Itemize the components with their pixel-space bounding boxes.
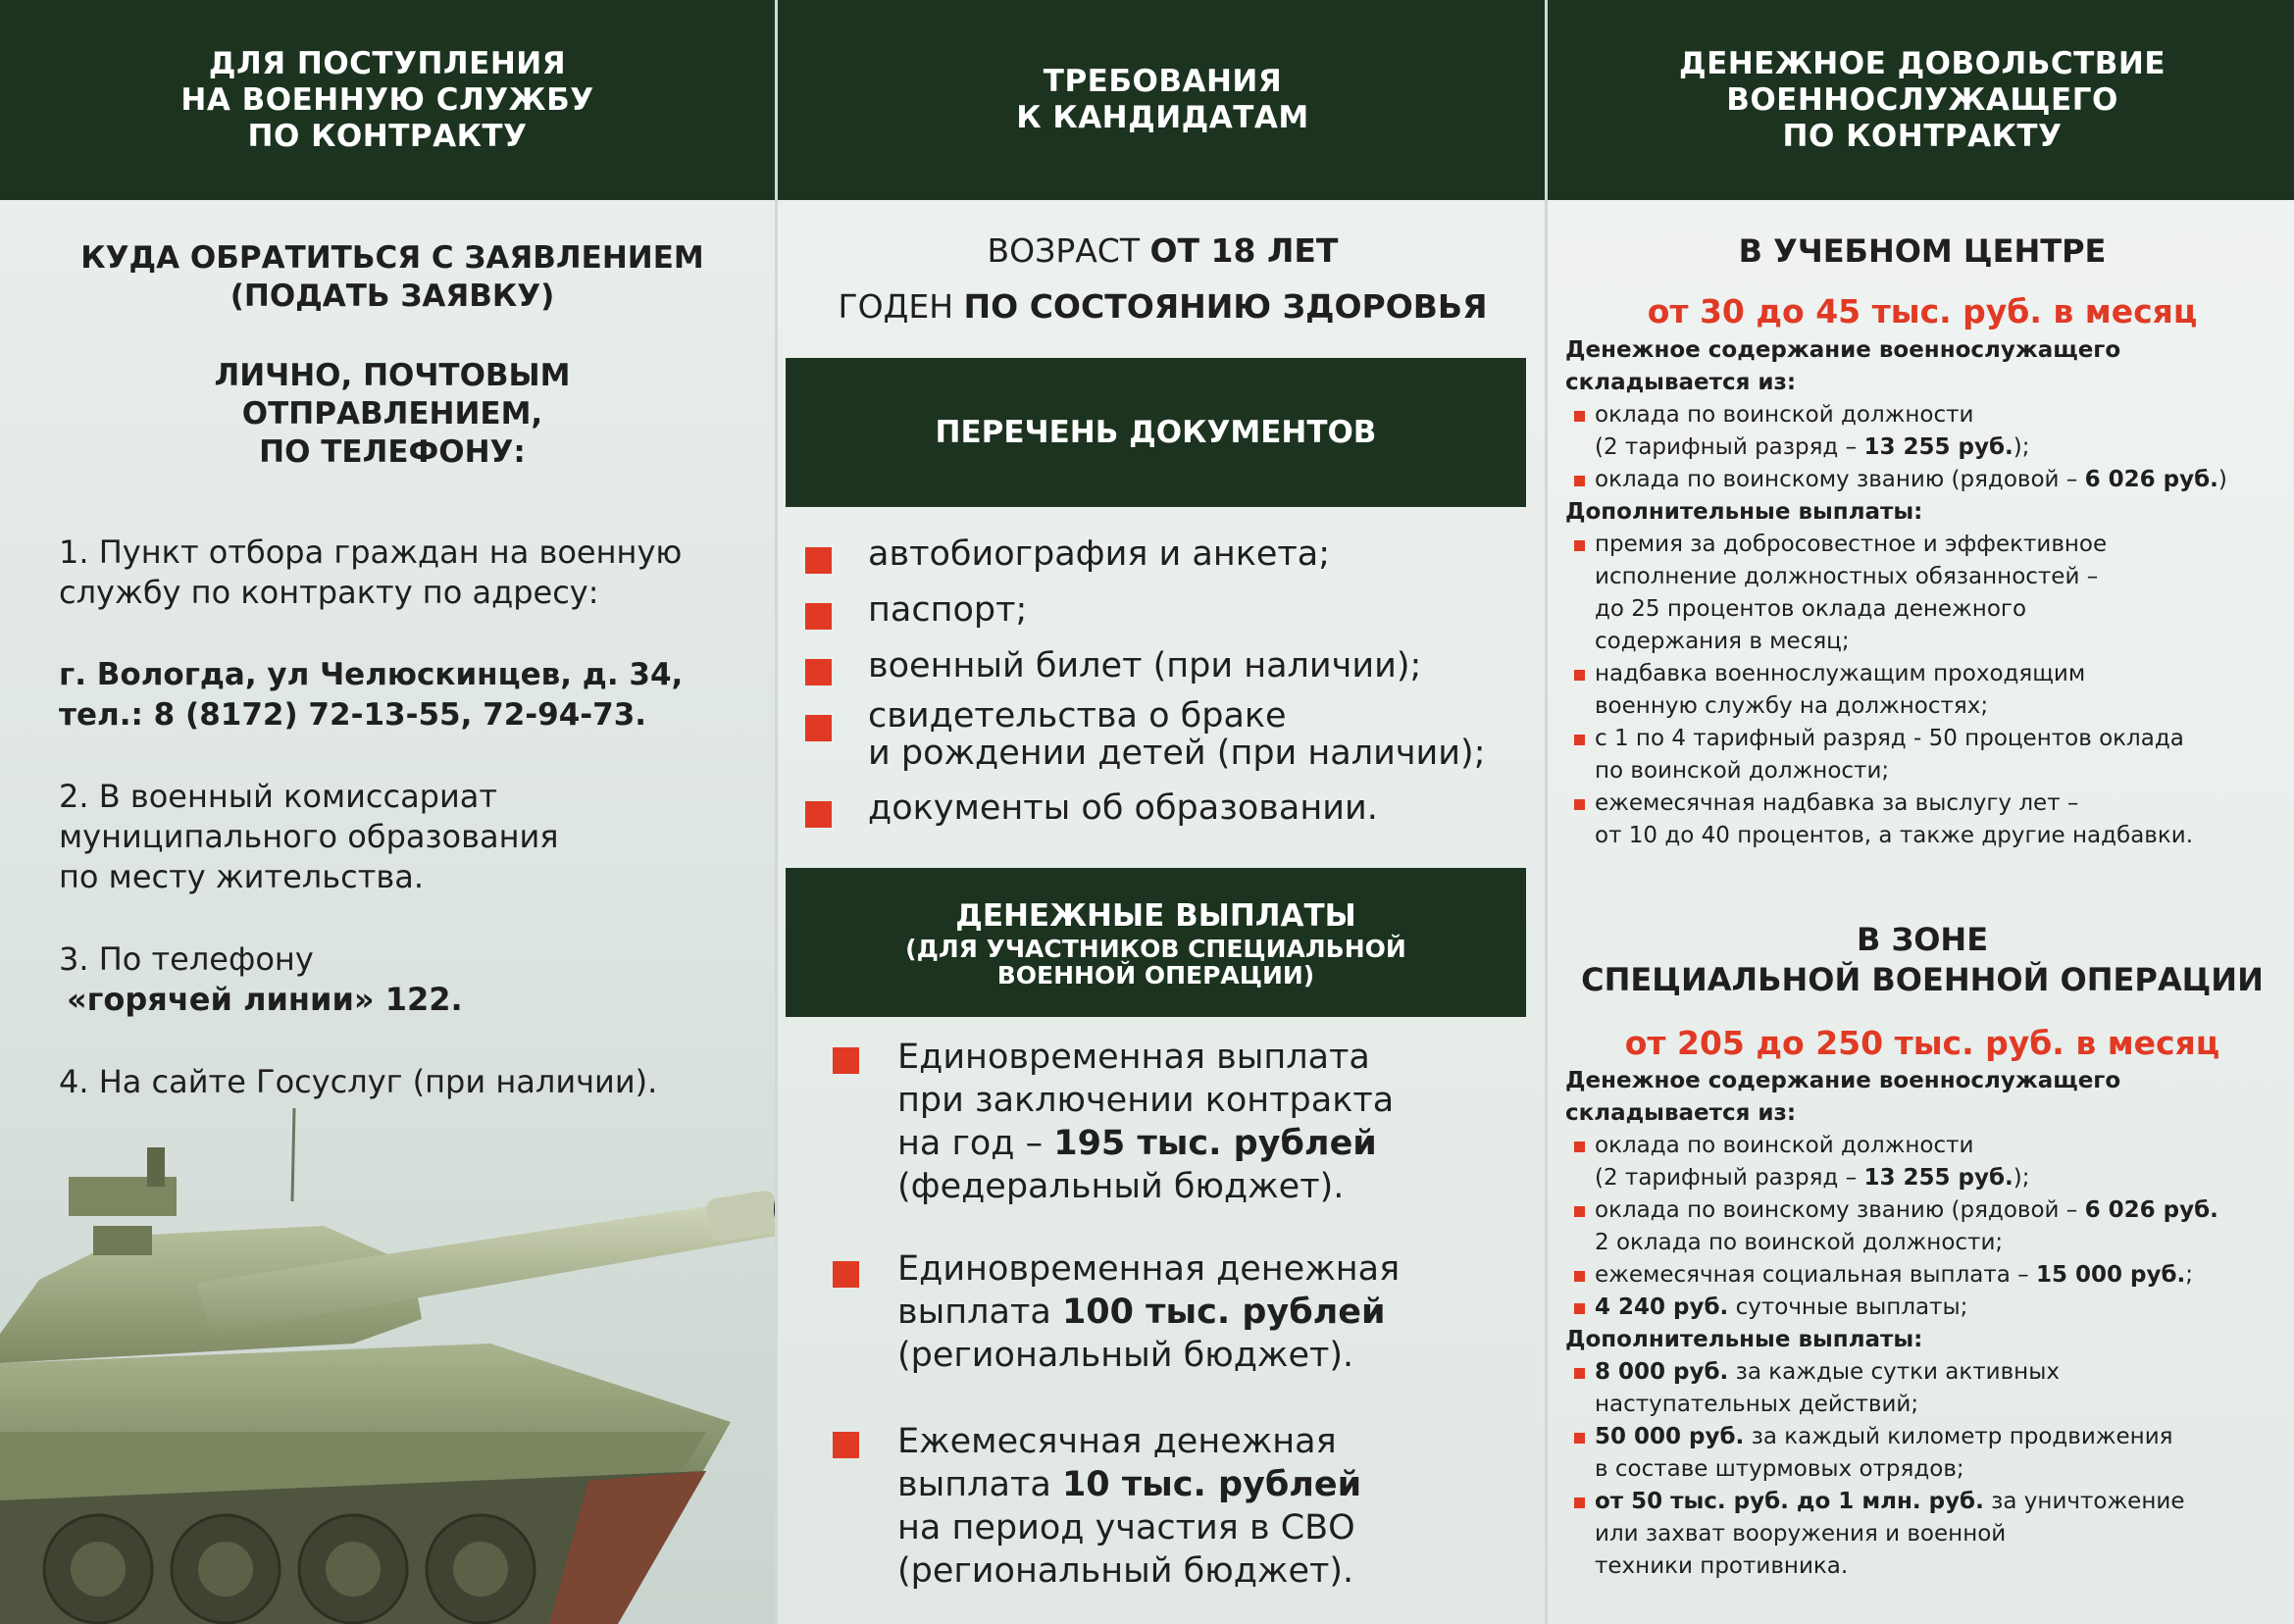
list-item: оклада по воинской должности (2 тарифный разряд – 13 255 руб.); <box>1565 1130 2294 1194</box>
list-bullet <box>805 659 832 685</box>
payments-subtitle: (ДЛЯ УЧАСТНИКОВ СПЕЦИАЛЬНОЙ ВОЕННОЙ ОПЕРАЦИИ) <box>905 935 1406 990</box>
header-line: ДЛЯ ПОСТУПЛЕНИЯ <box>208 45 567 81</box>
documents-title-bar <box>786 358 1526 507</box>
list-item: военный билет (при наличии); <box>868 646 1422 685</box>
middle-panel <box>775 0 1548 1624</box>
payment-item-3: Ежемесячная денежная выплата 10 тыс. рублей на период участия в СВО (региональный бюджет). <box>897 1422 1362 1591</box>
tank-image <box>0 1108 775 1624</box>
where-to-apply-title: КУДА ОБРАТИТЬСЯ С ЗАЯВЛЕНИЕМ (ПОДАТЬ ЗАЯВКУ) <box>80 240 704 314</box>
left-panel-header <box>0 0 775 200</box>
list-item: 4 240 руб. суточные выплаты; <box>1565 1292 2294 1324</box>
apply-option-3: 3. По телефону «горячей линии» 122. <box>59 940 463 1018</box>
svo-amount: от 205 до 250 тыс. руб. в месяц <box>1624 1024 2220 1062</box>
header-line: ПО КОНТРАКТУ <box>247 118 528 154</box>
right-panel-header <box>1548 0 2294 200</box>
list-bullet <box>805 801 832 828</box>
list-item: свидетельства о браке и рождении детей (при наличии); <box>868 696 1486 773</box>
header-line: ПО КОНТРАКТУ <box>1782 118 2063 154</box>
training-amount: от 30 до 45 тыс. руб. в месяц <box>1647 292 2198 330</box>
training-title: В УЧЕБНОМ ЦЕНТРЕ <box>1738 232 2107 270</box>
header-line: НА ВОЕННУЮ СЛУЖБУ <box>180 81 594 118</box>
list-item: 50 000 руб. за каждый километр продвижения в составе штурмовых отрядов; <box>1565 1421 2294 1486</box>
list-bullet <box>833 1261 859 1288</box>
how-to-apply-title: ЛИЧНО, ПОЧТОВЫМ ОТПРАВЛЕНИЕМ, ПО ТЕЛЕФОНУ: <box>214 358 571 470</box>
left-panel <box>0 0 775 1624</box>
list-item: оклада по воинскому званию (рядовой – 6 026 руб. 2 оклада по воинской должности; <box>1565 1194 2294 1259</box>
training-breakdown <box>1565 334 2294 852</box>
list-bullet <box>805 603 832 630</box>
list-item: оклада по воинской должности (2 тарифный разряд – 13 255 руб.); <box>1565 399 2294 464</box>
list-item: от 50 тыс. руб. до 1 млн. руб. за уничтожение или захват вооружения и военной техники противника. <box>1565 1486 2294 1583</box>
list-item: премия за добросовестное и эффективное исполнение должностных обязанностей – до 25 процентов оклада денежного содержания в месяц; <box>1565 529 2294 658</box>
payments-title-bar <box>786 868 1526 1017</box>
documents-title: ПЕРЕЧЕНЬ ДОКУМЕНТОВ <box>935 415 1377 450</box>
header-line: ВОЕННОСЛУЖАЩЕГО <box>1726 81 2118 118</box>
list-item: паспорт; <box>868 590 1028 630</box>
recruitment-address: г. Вологда, ул Челюскинцев, д. 34, тел.: 8 (8172) 72-13-55, 72-94-73. <box>59 657 684 733</box>
list-item: ежемесячная социальная выплата – 15 000 руб.; <box>1565 1259 2294 1292</box>
apply-option-2: 2. В военный комиссариат муниципального образования по месту жительства. <box>59 778 559 895</box>
list-item: ежемесячная надбавка за выслугу лет – от 10 до 40 процентов, а также другие надбавки. <box>1565 787 2294 852</box>
header-line: ДЕНЕЖНОЕ ДОВОЛЬСТВИЕ <box>1678 45 2167 81</box>
payment-item-1: Единовременная выплата при заключении контракта на год – 195 тыс. рублей (федеральный бюджет). <box>897 1038 1395 1206</box>
list-bullet <box>833 1432 859 1458</box>
list-item: оклада по воинскому званию (рядовой – 6 026 руб.) <box>1565 464 2294 496</box>
header-line: ТРЕБОВАНИЯ <box>1043 64 1283 99</box>
hotline-number: «горячей линии» 122. <box>67 981 463 1018</box>
health-requirement: ГОДЕН ПО СОСТОЯНИЮ ЗДОРОВЬЯ <box>838 287 1488 326</box>
list-item: с 1 по 4 тарифный разряд - 50 процентов оклада по воинской должности; <box>1565 723 2294 787</box>
list-item: автобиография и анкета; <box>868 534 1331 574</box>
header-line: К КАНДИДАТАМ <box>1016 100 1309 135</box>
svo-breakdown <box>1565 1065 2294 1583</box>
list-item: документы об образовании. <box>868 788 1378 828</box>
svo-title: В ЗОНЕ СПЕЦИАЛЬНОЙ ВОЕННОЙ ОПЕРАЦИИ <box>1581 921 2264 998</box>
apply-option-4: 4. На сайте Госуслуг (при наличии). <box>59 1063 658 1100</box>
extra-payments-label: Дополнительные выплаты: <box>1565 499 1923 525</box>
payment-item-2: Единовременная денежная выплата 100 тыс. рублей (региональный бюджет). <box>897 1249 1401 1375</box>
list-bullet <box>805 547 832 574</box>
age-requirement: ВОЗРАСТ ОТ 18 ЛЕТ <box>987 231 1339 270</box>
composition-label: Денежное содержание военнослужащего складывается из: <box>1565 1068 2121 1126</box>
payments-title: ДЕНЕЖНЫЕ ВЫПЛАТЫ <box>955 898 1356 934</box>
apply-option-1: 1. Пункт отбора граждан на военную службу по контракту по адресу: <box>59 533 683 611</box>
list-item: 8 000 руб. за каждые сутки активных наступательных действий; <box>1565 1356 2294 1421</box>
list-bullet <box>805 715 832 741</box>
list-item: надбавка военнослужащим проходящим военную службу на должностях; <box>1565 658 2294 723</box>
right-panel <box>1545 0 2294 1624</box>
middle-panel-header <box>778 0 1548 200</box>
composition-label: Денежное содержание военнослужащего складывается из: <box>1565 337 2121 395</box>
list-bullet <box>833 1047 859 1074</box>
extra-payments-label: Дополнительные выплаты: <box>1565 1327 1923 1352</box>
